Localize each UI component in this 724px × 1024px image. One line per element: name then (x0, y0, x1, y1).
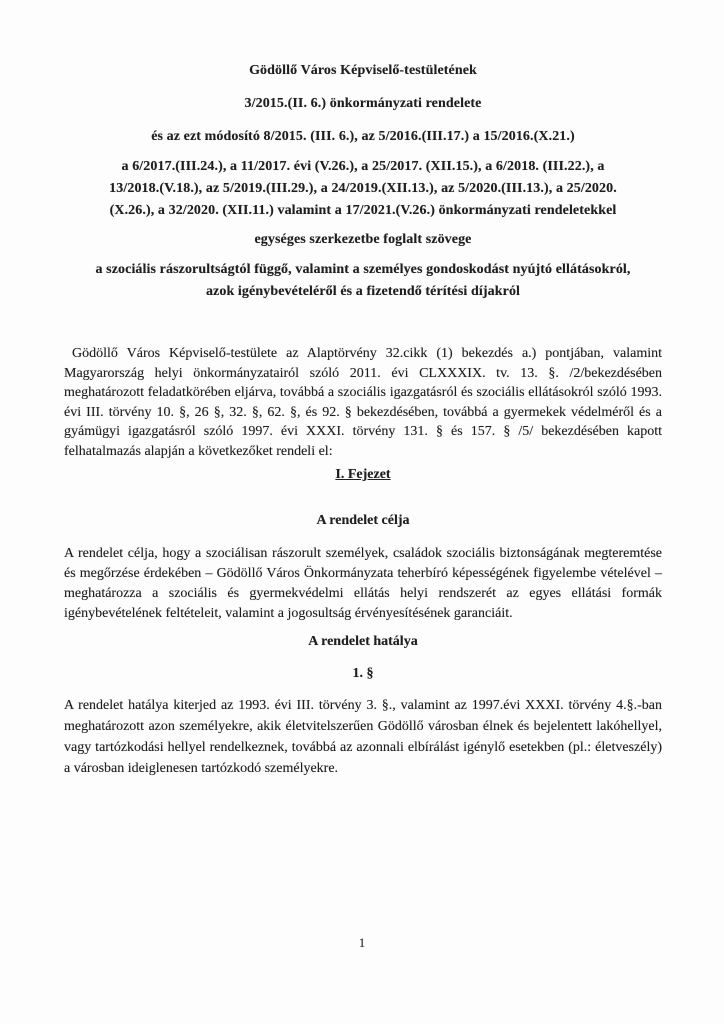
title-subject-line: azok igénybevételéről és a fizetendő térítési díjakról (205, 284, 521, 299)
title-decree-number: 3/2015.(II. 6.) önkormányzati rendelete (244, 96, 482, 111)
preamble-paragraph: Gödöllő Város Képviselő-testülete az Alaptörvény 32.cikk (1) bekezdés a.) pontjában, valamint Magyarország helyi önkormányzatairól szóló 2011. évi CLXXXIX. tv. 13. §. /2/bekezdésében meghatározott feladatkörében eljárva, továbbá a szociális igazgatásról és szociális ellátásokról szóló 1993. évi III. törvény 10. §, 26 §, 32. §, 62. §, és 92. § bekezdésében, továbbá a gyermekek védelméről és a gyámügyi igazgatásról szóló 1997. évi XXXI. törvény 131. § és 157. § /5/ bekezdésében kapott felhatalmazás alapján a következőket rendeli el: (64, 346, 662, 459)
title-amendments-line: (X.26.), a 32/2020. (XII.11.) valamint a 17/2021.(V.26.) önkormányzati rendeletekkel (109, 203, 617, 218)
title-amendments-line: a 6/2017.(III.24.), a 11/2017. évi (V.26.), a 25/2017. (XII.15.), a 6/2018. (III.22.), a (121, 159, 605, 174)
title-subject-block (64, 259, 662, 303)
title-subject-line: a szociális rászorultságtól függő, valamint a személyes gondoskodást nyújtó ellátásokról, (95, 262, 631, 277)
scope-paragraph: A rendelet hatálya kiterjed az 1993. évi III. törvény 3. §., valamint az 1997.évi XXXI. törvény 4.§.-ban meghatározott azon személyekre, akik életvitelszerűen Gödöllő városban élnek és bejelentett lakóhellyel, vagy tartózkodási hellyel rendelkeznek, továbbá az azonnali elbírálást igénylő esetekben (pl.: életveszély) a városban ideiglenesen tartózkodó személyekre. (64, 698, 662, 776)
title-amendments-intro: és az ezt módosító 8/2015. (III. 6.), az 5/2016.(III.17.) a 15/2016.(X.21.) (151, 129, 575, 144)
title-amendments-line: 13/2018.(V.18.), az 5/2019.(III.29.), a 24/2019.(XII.13.), az 5/2020.(III.13.), a 25/2020. (109, 181, 617, 196)
title-amendments-block (64, 156, 662, 222)
page-number: 1 (358, 936, 366, 950)
section-heading-purpose: A rendelet célja (316, 513, 410, 528)
section-heading-scope: A rendelet hatálya (308, 634, 418, 649)
paragraph-number: 1. § (352, 666, 374, 681)
title-authority: Gödöllő Város Képviselő-testületének (249, 63, 477, 78)
chapter-heading: I. Fejezet (335, 467, 391, 482)
purpose-paragraph: A rendelet célja, hogy a szociálisan rászorult személyek, családok szociális biztonságának megteremtése és megőrzése érdekében – Gödöllő Város Önkormányzata teherbíró képességének figyelembe vételével – meghatározza a szociális és gyermekvédelmi ellátás helyi rendszerét az egyes ellátási formák igénybevételének feltételeit, valamint a jogosultság érvényesítésének garanciáit. (64, 546, 662, 621)
title-consolidated-text: egységes szerkezetbe foglalt szövege (254, 232, 472, 247)
